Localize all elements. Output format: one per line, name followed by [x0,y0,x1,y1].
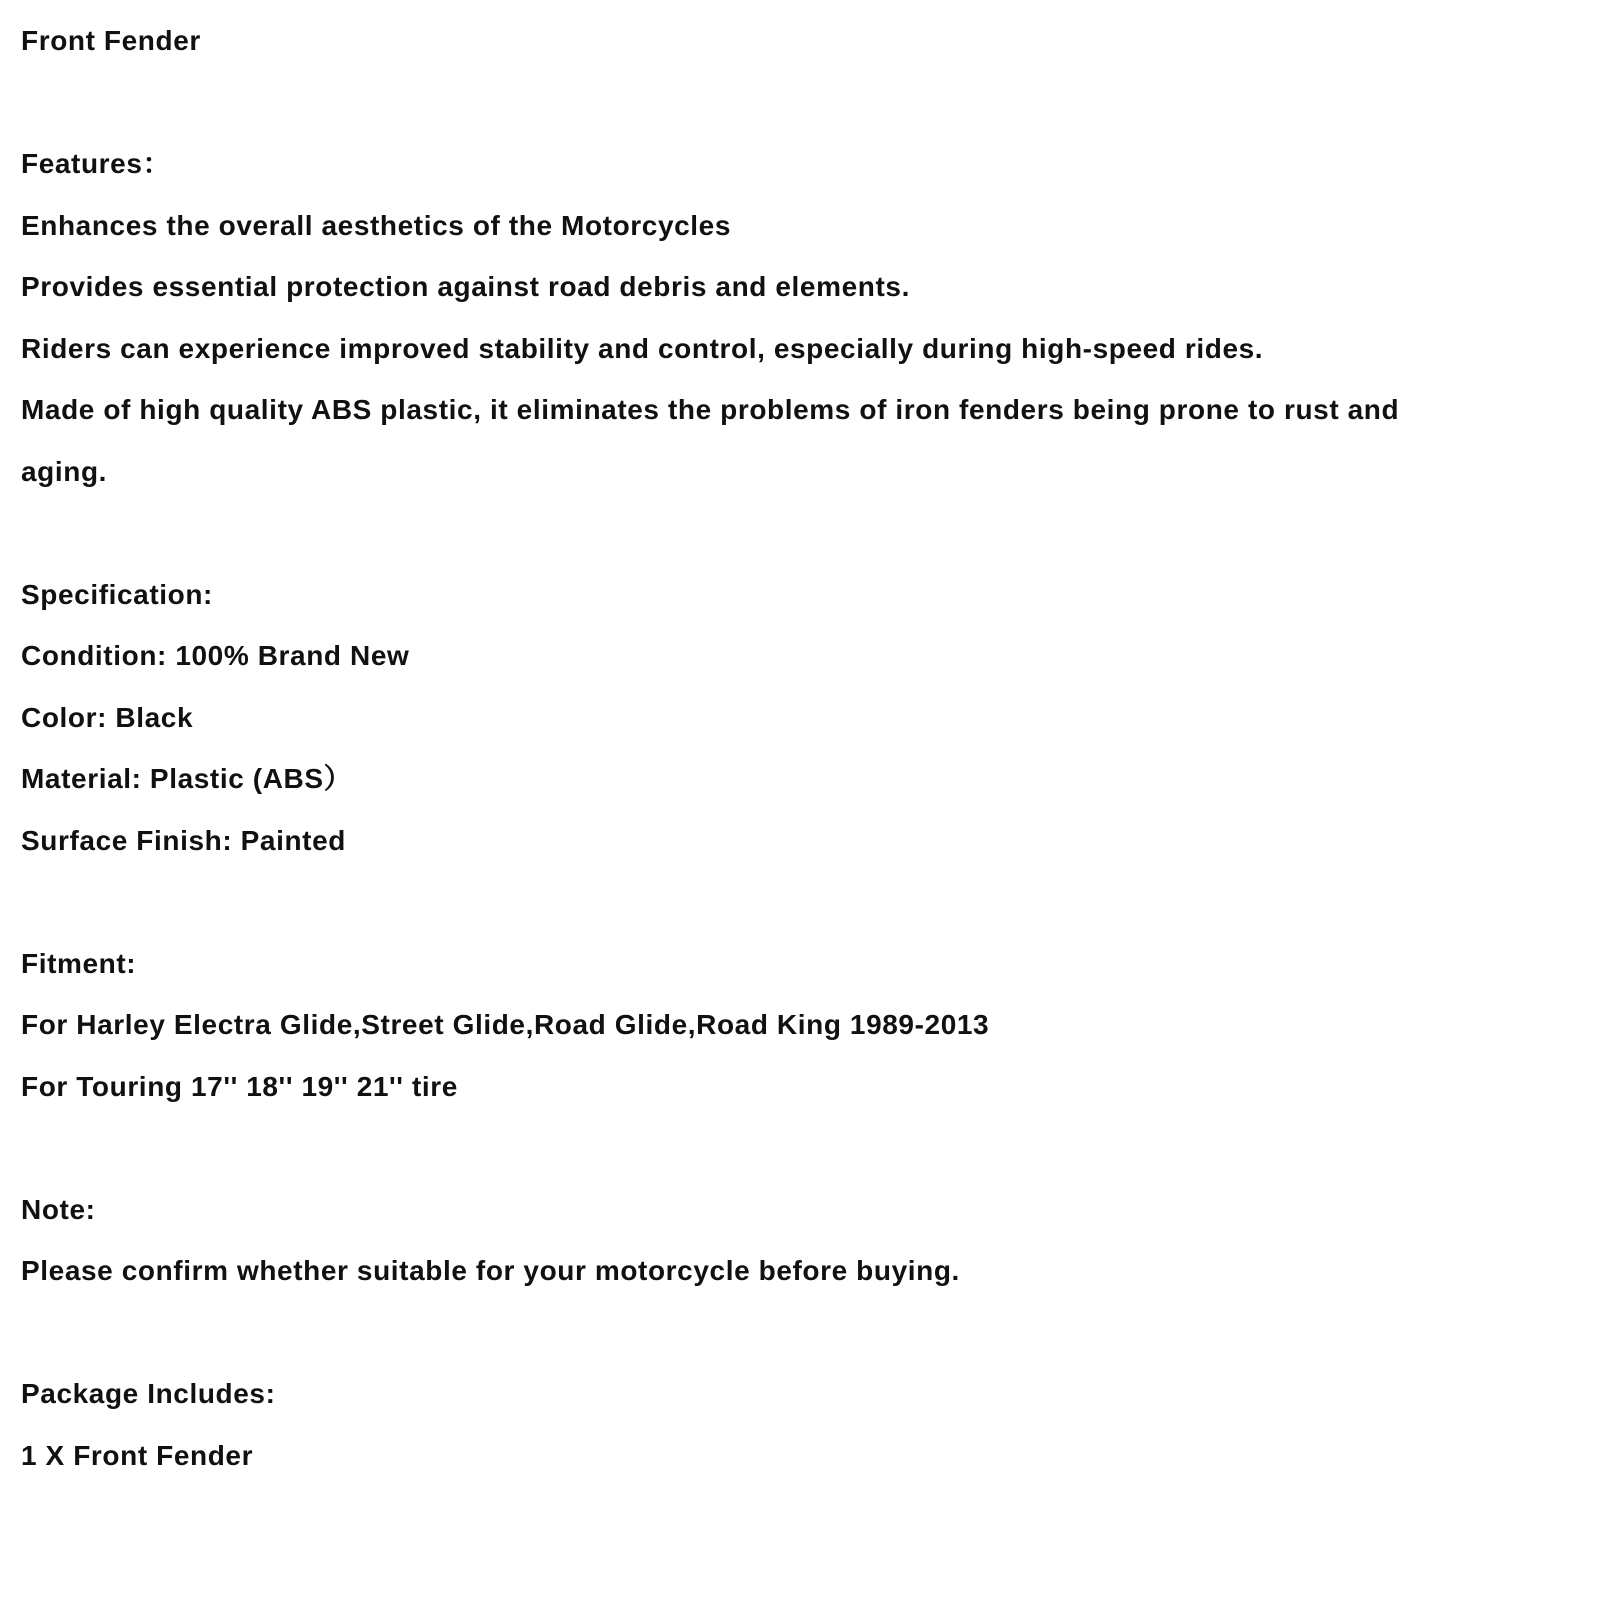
spacer [21,492,1581,554]
fitment-item: For Touring 17'' 18'' 19'' 21'' tire [21,1070,458,1102]
spec-condition: Condition: 100% Brand New [21,640,410,671]
spacer [21,1292,1581,1354]
feature-item: Provides essential protection against road debris and elements. [21,271,910,302]
fitment-item: For Harley Electra Glide,Street Glide,Road Glide,Road King 1989-2013 [21,1009,990,1040]
package-item: 1 X Front Fender [21,1439,254,1471]
spacer [21,1107,1581,1169]
feature-item: Made of high quality ABS plastic, it eliminates the problems of iron fenders being prone to rust and [21,394,1400,425]
spec-color: Color: Black [21,701,194,733]
spec-material: Material: Plastic (ABS） [21,763,353,794]
specification-heading: Specification: [21,578,213,610]
note-text: Please confirm whether suitable for your motorcycle before buying. [21,1255,960,1286]
spacer [21,62,1581,124]
spacer [21,861,1581,923]
note-heading: Note: [21,1193,96,1225]
features-heading: Features： [21,148,172,179]
fitment-heading: Fitment: [21,947,137,979]
spec-surface-finish: Surface Finish: Painted [21,824,346,856]
feature-item: Riders can experience improved stability and control, especially during high-speed rides. [21,332,1264,364]
product-description [21,0,1581,1476]
feature-item: aging. [21,455,108,487]
product-title: Front Fender [21,25,201,56]
package-heading: Package Includes: [21,1378,276,1409]
feature-item: Enhances the overall aesthetics of the Motorcycles [21,209,732,241]
